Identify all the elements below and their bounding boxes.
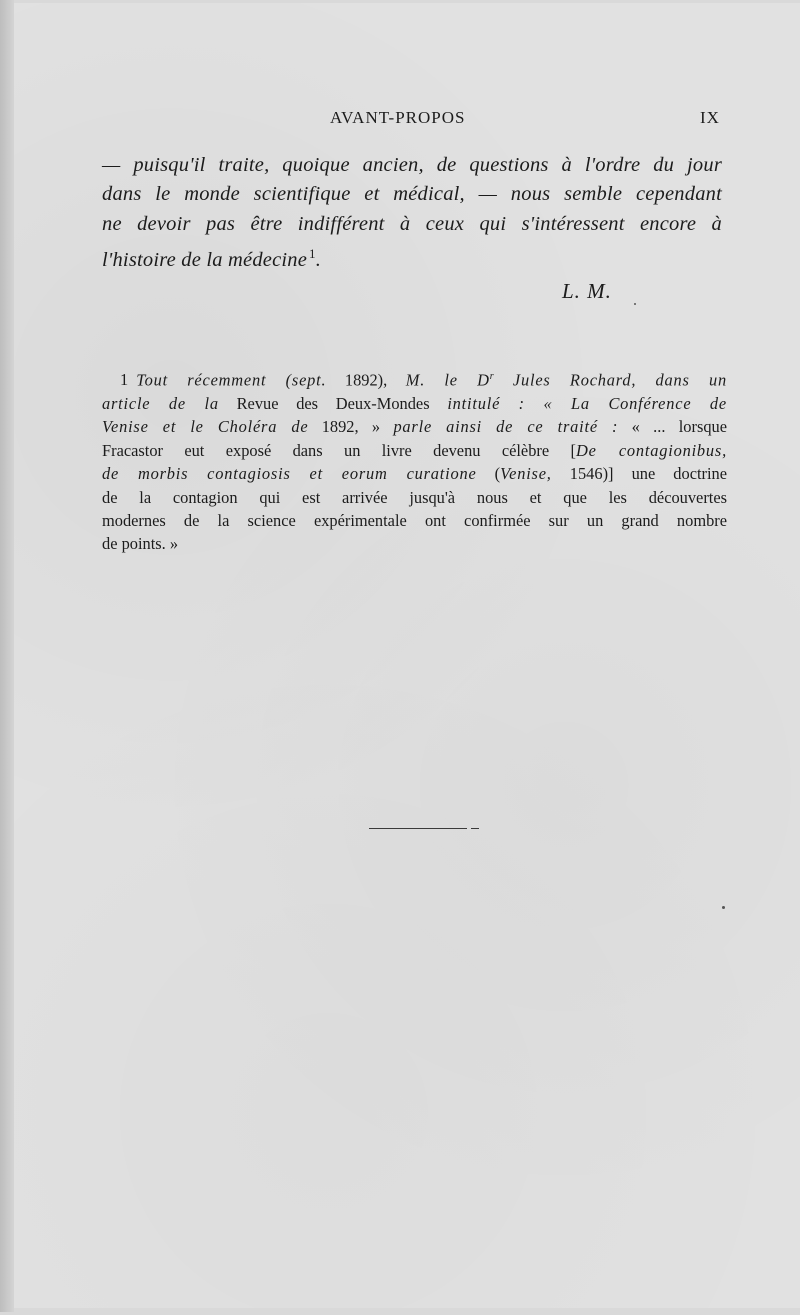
footnote-roman: 1892), (326, 370, 406, 390)
end-rule (369, 828, 467, 829)
footnote-roman: Fracastor eut exposé dans un livre devenu célèbre [ (102, 440, 576, 460)
body-line: ne devoir pas être indifférent à ceux qui s'intéressent encore à (102, 212, 722, 235)
end-rule-dash (471, 828, 479, 829)
page-edge-shadow (0, 0, 14, 1312)
footnote-roman: 1546)] une doctrine (551, 464, 728, 484)
paper-speck (634, 303, 636, 305)
footnote-line (102, 462, 727, 485)
running-title: AVANT-PROPOS (330, 108, 466, 127)
footnote-line: modernes de la science expérimentale ont confirmée sur un grand nombre (102, 510, 727, 530)
footnote-roman: « ... lorsque (618, 417, 727, 437)
footnote-italic: intitulé : « La Conférence de (447, 393, 727, 413)
footnote-line (102, 392, 727, 415)
footnote-line: de la contagion qui est arrivée jusqu'à nous et que les découvertes (102, 487, 727, 507)
body-line: dans le monde scientifique et médical, — nous semble cependant (102, 183, 722, 206)
footnote-italic: De contagionibus, (575, 440, 727, 460)
body-paragraph (102, 151, 722, 275)
footnote-line (102, 365, 727, 392)
signature: L. M. (562, 279, 612, 303)
footnote-italic: article de la (102, 393, 219, 413)
body-line-text: l'histoire de la médecine (102, 248, 308, 271)
page-number: IX (700, 108, 720, 127)
book-page (14, 3, 800, 1308)
body-line-last (102, 239, 722, 275)
footnote (102, 365, 727, 556)
footnote-roman: 1892, » (308, 417, 394, 437)
footnote-italic: de morbis contagiosis et eorum curatione (102, 464, 477, 484)
footnote-reference: 1 (309, 245, 316, 261)
footnote-italic: Jules Rochard, dans un (493, 370, 727, 390)
footnote-italic: Venise, (500, 464, 552, 484)
footnote-italic: Tout récemment (sept. (136, 370, 327, 390)
footnote-line (102, 415, 727, 438)
footnote-roman: ( (476, 464, 501, 484)
footnote-line-last: de points. » (102, 534, 179, 554)
body-line: — puisqu'il traite, quoique ancien, de questions à l'ordre du jour (102, 154, 722, 176)
footnote-roman: Revue des Deux-Mondes (218, 393, 448, 413)
footnote-italic: M. le D (405, 370, 490, 390)
footnote-superscript: r (489, 371, 494, 382)
running-head (14, 108, 800, 132)
paper-speck (722, 906, 725, 909)
footnote-italic: Venise et le Choléra de (102, 417, 309, 437)
final-period: . (315, 248, 322, 271)
footnote-italic: parle ainsi de ce traité : (393, 417, 619, 437)
footnote-line (102, 439, 727, 462)
footnote-marker: 1 (120, 370, 129, 390)
